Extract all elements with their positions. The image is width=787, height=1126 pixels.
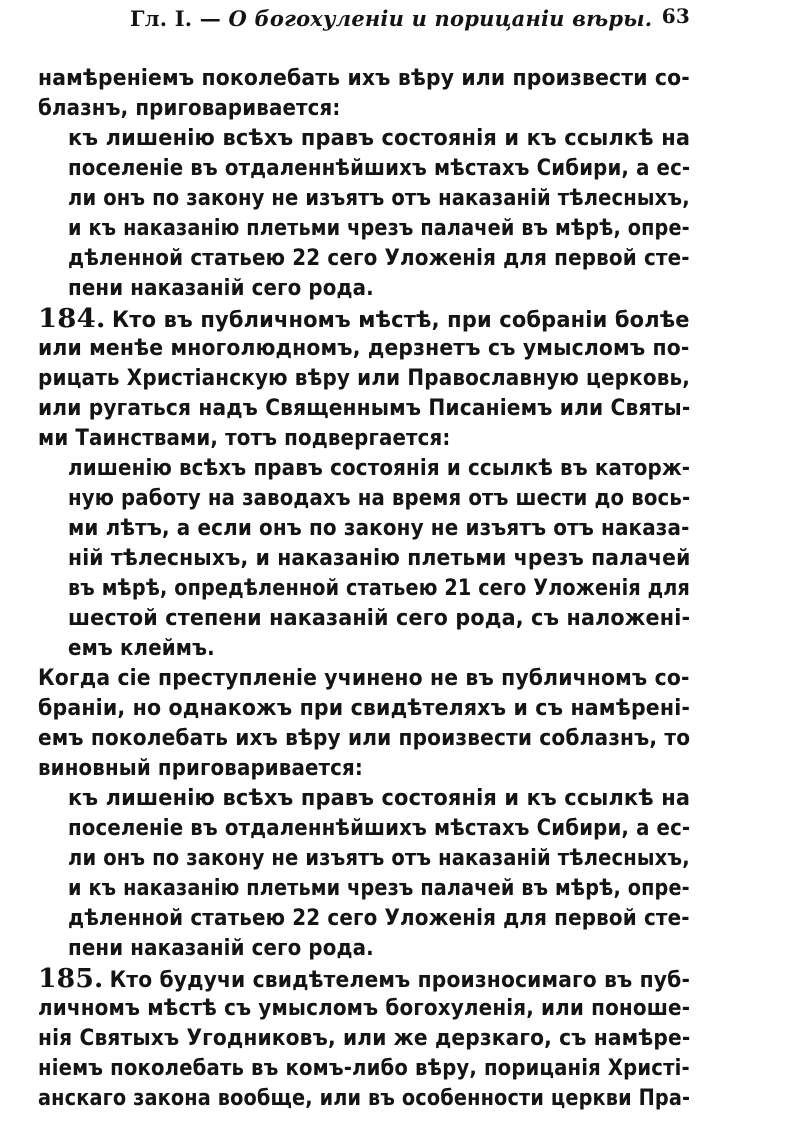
text-line: Когда сіе преступленіе учинено не въ публичномъ со- [38,666,690,691]
text-line: ную работу на заводахъ на время отъ шести до вось- [68,486,691,511]
text-line: личномъ мѣстѣ съ умысломъ богохуленія, или поноше- [38,996,691,1021]
text-line: шестой степени наказаній сего рода, съ наложені- [68,606,691,631]
article-number: 185. [38,964,104,994]
text-line: емъ клеймъ. [68,636,215,661]
page-number: 63 [661,4,690,28]
text-line: нія Святыхъ Угодниковъ, или же дерзкаго, съ намѣре- [38,1026,691,1051]
text-line: анскаго закона вообще, или въ особенности церкви Пра- [38,1086,691,1111]
text-line: поселеніе въ отдаленнѣйшихъ мѣстахъ Сибири, а ес- [68,816,691,841]
page-header [130,2,690,36]
text-line: ній тѣлесныхъ, и наказанію плетьми чрезъ палачей [68,546,691,571]
text-line: ли онъ по закону не изъятъ отъ наказаній тѣлесныхъ, [68,846,690,871]
article-185-line: 185. Кто будучи свидѣтелемъ произносимаго въ пуб- [38,964,691,994]
chapter-title: О богохуленіи и порицаніи вѣры. [228,6,653,31]
article-number: 184. [38,304,106,334]
text-line: пени наказаній сего рода. [68,276,374,301]
text-line: или ругаться надъ Священнымъ Писаніемъ или Святы- [38,396,691,421]
text-line: поселеніе въ отдаленнѣйшихъ мѣстахъ Сибири, а ес- [68,156,691,181]
text-line: лишенію всѣхъ правъ состоянія и ссылкѣ въ каторж- [68,456,691,481]
text-line: и къ наказанію плетьми чрезъ палачей въ мѣрѣ, опре- [68,216,690,241]
text-line: дѣленной статьею 22 сего Уложенія для первой сте- [68,246,690,271]
text-line: браніи, но однакожъ при свидѣтеляхъ и съ намѣрені- [38,696,691,721]
running-title [130,6,652,31]
text-line: емъ поколебать ихъ вѣру или произвести соблазнъ, то [38,726,691,751]
text-line: и къ наказанію плетьми чрезъ палачей въ мѣрѣ, опре- [68,876,690,901]
text-line: пени наказаній сего рода. [68,936,374,961]
text-line: ли онъ по закону не изъятъ отъ наказаній тѣлесныхъ, [68,186,690,211]
chapter-label: Гл. I. — [130,6,221,31]
text-line: къ лишенію всѣхъ правъ состоянія и къ ссылкѣ на [68,126,691,151]
article-184-line: 184. Кто въ публичномъ мѣстѣ, при собраніи болѣе [38,304,690,334]
text-line: дѣленной статьею 22 сего Уложенія для первой сте- [68,906,690,931]
text-line: намѣреніемъ поколебать ихъ вѣру или произвести со- [38,66,690,91]
text-line: или менѣе многолюдномъ, дерзнетъ съ умысломъ по- [38,336,690,361]
text-line: къ лишенію всѣхъ правъ состоянія и къ ссылкѣ на [68,786,691,811]
text-line: виновный приговаривается: [38,756,363,781]
text-line: въ мѣрѣ, опредѣленной статьею 21 сего Уложенія для [68,576,691,601]
text-line: ми Таинствами, тотъ подвергается: [38,426,451,451]
text-line: ніемъ поколебать въ комъ-либо вѣру, порицанія Христі- [38,1056,690,1081]
text-line: рицать Христіанскую вѣру или Православную церковь, [38,366,691,391]
text-line: блазнъ, приговаривается: [38,96,341,121]
text-line: ми лѣтъ, а если онъ по закону не изъятъ отъ наказа- [68,516,690,541]
